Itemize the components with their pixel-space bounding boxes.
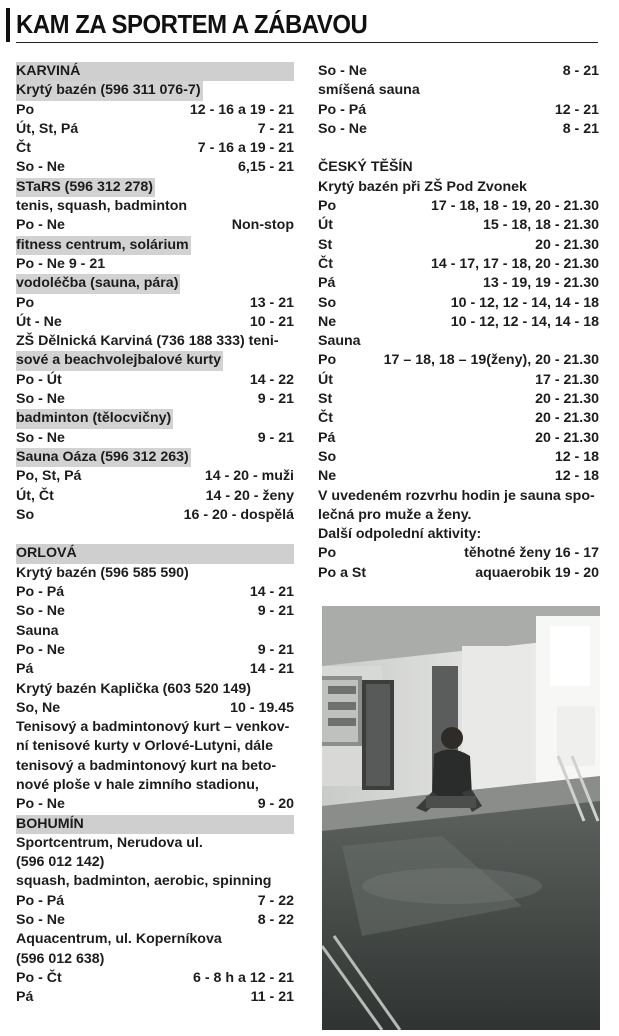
line-text: Krytý bazén (596 585 590) [16, 564, 189, 581]
schedule-day: So - Ne [318, 120, 367, 137]
schedule-time: 17 - 21.30 [535, 371, 599, 388]
schedule-row [318, 62, 599, 81]
line-text: (596 012 142) [16, 854, 105, 871]
schedule-row [16, 660, 294, 679]
schedule-time: 8 - 21 [562, 120, 599, 137]
schedule-day: Po - Pá [16, 892, 65, 909]
schedule-time: 7 - 21 [257, 120, 294, 137]
text-line [16, 332, 294, 351]
schedule-day: Pá [16, 661, 34, 678]
indoor-pool-image [322, 606, 600, 1030]
headline-bar [6, 8, 10, 42]
line-text: Krytý bazén (596 311 076-7) [16, 81, 203, 100]
text-line [318, 525, 599, 544]
schedule-day: Po, St, Pá [16, 468, 82, 485]
schedule-day: Po - Pá [318, 101, 367, 118]
schedule-time: 17 - 18, 18 - 19, 20 - 21.30 [431, 198, 599, 215]
schedule-row [318, 544, 599, 563]
schedule-day: Po [318, 545, 337, 562]
line-text: Aquacentrum, ul. Koperníkova [16, 931, 222, 948]
venue-heading [16, 274, 294, 293]
line-text: vodoléčba (sauna, pára) [16, 274, 180, 293]
line-text: Po - Ne 9 - 21 [16, 255, 106, 272]
venue-heading [16, 81, 294, 100]
spacer [318, 139, 599, 158]
schedule-time: Non-stop [231, 217, 294, 234]
schedule-day: Po a St [318, 564, 367, 581]
line-text: Sauna Oáza (596 312 263) [16, 448, 191, 467]
schedule-day: Po - Pá [16, 584, 65, 601]
schedule-row [16, 892, 294, 911]
schedule-day: Čt [318, 255, 333, 272]
schedule-row [318, 409, 599, 428]
line-text: fitness centrum, solárium [16, 236, 191, 255]
schedule-time: 6 - 8 h a 12 - 21 [193, 969, 294, 986]
schedule-day: Pá [318, 275, 336, 292]
schedule-time: 12 - 21 [554, 101, 599, 118]
schedule-time: 14 - 17, 17 - 18, 20 - 21.30 [431, 255, 599, 272]
section-heading [16, 815, 294, 834]
text-line [16, 776, 294, 795]
schedule-time: 14 - 22 [249, 371, 294, 388]
schedule-row [16, 487, 294, 506]
schedule-day: Po [318, 198, 337, 215]
schedule-row [318, 390, 599, 409]
schedule-day: Po [16, 294, 35, 311]
line-text: smíšená sauna [318, 82, 420, 99]
schedule-day: St [318, 236, 333, 253]
schedule-row [318, 101, 599, 120]
line-text: tenis, squash, badminton [16, 198, 188, 215]
schedule-day: Po - Čt [16, 969, 62, 986]
schedule-time: 11 - 21 [250, 989, 294, 1006]
schedule-day: Po - Út [16, 371, 62, 388]
venue-heading [16, 178, 294, 197]
schedule-day: Ne [318, 313, 337, 330]
text-line [318, 506, 599, 525]
line-text: (596 012 638) [16, 950, 105, 967]
schedule-row [318, 236, 599, 255]
line-text: nové ploše v hale zimního stadionu, [16, 776, 259, 793]
line-text: Sauna [16, 622, 59, 639]
schedule-row [16, 313, 294, 332]
schedule-time: 12 - 16 a 19 - 21 [189, 101, 294, 118]
text-line [16, 950, 294, 969]
schedule-row [318, 371, 599, 390]
headline-rule [16, 42, 598, 43]
schedule-day: So, Ne [16, 699, 61, 716]
line-text: KARVINÁ [16, 62, 294, 81]
schedule-time: 14 - 20 - ženy [205, 487, 294, 504]
schedule-time: 14 - 21 [249, 584, 294, 601]
line-text: Tenisový a badmintonový kurt – venkov- [16, 719, 290, 736]
text-line [318, 332, 599, 351]
schedule-row [318, 274, 599, 293]
schedule-day: Po - Ne [16, 641, 65, 658]
schedule-time: aquaerobik 19 - 20 [475, 564, 599, 581]
text-line [318, 81, 599, 100]
text-line [16, 834, 294, 853]
schedule-row [318, 197, 599, 216]
schedule-row [16, 911, 294, 930]
right-column [318, 62, 599, 583]
schedule-row [16, 158, 294, 177]
schedule-time: 10 - 19.45 [230, 699, 294, 716]
pool-photo [322, 606, 600, 1030]
line-text: ní tenisové kurty v Orlové-Lutyni, dále [16, 738, 274, 755]
schedule-row [16, 101, 294, 120]
schedule-row [318, 255, 599, 274]
schedule-row [16, 506, 294, 525]
line-text: tenisový a badmintonový kurt na beto- [16, 757, 277, 774]
schedule-day: So - Ne [16, 159, 65, 176]
text-line [16, 737, 294, 756]
schedule-time: 20 - 21.30 [535, 410, 599, 427]
schedule-day: So [318, 448, 337, 465]
line-text: Krytý bazén Kaplička (603 520 149) [16, 680, 252, 697]
schedule-day: Po [16, 101, 35, 118]
text-line [318, 178, 599, 197]
schedule-day: So - Ne [16, 429, 65, 446]
schedule-time: 10 - 21 [249, 313, 294, 330]
line-text: STaRS (596 312 278) [16, 178, 155, 197]
schedule-time: 6,15 - 21 [237, 159, 294, 176]
schedule-time: 17 – 18, 18 – 19(ženy), 20 - 21.30 [383, 352, 599, 369]
schedule-row [318, 429, 599, 448]
schedule-day: So [16, 506, 35, 523]
schedule-day: Ne [318, 468, 337, 485]
line-text: squash, badminton, aerobic, spinning [16, 873, 272, 890]
schedule-time: těhotné ženy 16 - 17 [464, 545, 599, 562]
schedule-day: St [318, 391, 333, 408]
schedule-time: 12 - 18 [554, 468, 599, 485]
schedule-day: Pá [318, 429, 336, 446]
line-text: Sportcentrum, Nerudova ul. [16, 834, 203, 851]
schedule-time: 7 - 16 a 19 - 21 [197, 140, 294, 157]
text-line [16, 853, 294, 872]
line-text: Sauna [318, 333, 361, 350]
schedule-row [16, 699, 294, 718]
schedule-time: 14 - 21 [249, 661, 294, 678]
line-text: sové a beachvolejbalové kurty [16, 351, 223, 370]
schedule-day: Čt [16, 140, 31, 157]
schedule-day: Út [318, 217, 333, 234]
schedule-row [318, 120, 599, 139]
schedule-row [16, 390, 294, 409]
schedule-row [16, 641, 294, 660]
schedule-day: Út - Ne [16, 313, 62, 330]
venue-heading [16, 236, 294, 255]
schedule-day: Čt [318, 410, 333, 427]
schedule-row [318, 467, 599, 486]
schedule-time: 10 - 12, 12 - 14, 14 - 18 [450, 313, 599, 330]
line-text: V uvedeném rozvrhu hodin je sauna spo- [318, 487, 595, 504]
schedule-row [16, 583, 294, 602]
schedule-time: 13 - 19, 19 - 21.30 [483, 275, 599, 292]
schedule-day: So - Ne [16, 391, 65, 408]
schedule-time: 20 - 21.30 [535, 429, 599, 446]
schedule-day: So - Ne [16, 912, 65, 929]
text-line [16, 197, 294, 216]
text-line [16, 757, 294, 776]
schedule-time: 8 - 22 [257, 912, 294, 929]
schedule-row [318, 351, 599, 370]
schedule-day: Po [318, 352, 337, 369]
schedule-day: Po - Ne [16, 217, 65, 234]
schedule-day: Út [318, 371, 333, 388]
text-line [16, 718, 294, 737]
schedule-time: 9 - 21 [257, 429, 294, 446]
schedule-time: 9 - 21 [257, 391, 294, 408]
page-headline: KAM ZA SPORTEM A ZÁBAVOU [16, 9, 368, 39]
schedule-day: So [318, 294, 337, 311]
schedule-row [16, 795, 294, 814]
schedule-row [318, 216, 599, 235]
schedule-row [318, 564, 599, 583]
text-line [16, 564, 294, 583]
schedule-row [318, 448, 599, 467]
line-text: lečná pro muže a ženy. [318, 506, 472, 523]
schedule-day: Pá [16, 989, 34, 1006]
schedule-time: 20 - 21.30 [535, 391, 599, 408]
line-text: ORLOVÁ [16, 544, 294, 563]
schedule-row [16, 988, 294, 1007]
schedule-time: 20 - 21.30 [535, 236, 599, 253]
text-line [16, 255, 294, 274]
schedule-day: Út, St, Pá [16, 120, 79, 137]
venue-heading [16, 351, 294, 370]
schedule-day: Út, Čt [16, 487, 54, 504]
line-text: badminton (tělocvičny) [16, 409, 173, 428]
schedule-row [16, 294, 294, 313]
schedule-row [16, 429, 294, 448]
text-line [16, 622, 294, 641]
schedule-time: 14 - 20 - muži [204, 468, 294, 485]
schedule-time: 16 - 20 - dospělá [183, 506, 294, 523]
schedule-row [318, 294, 599, 313]
text-line [16, 872, 294, 891]
line-text: BOHUMÍN [16, 815, 294, 834]
schedule-time: 13 - 21 [249, 294, 294, 311]
line-text: Další odpolední aktivity: [318, 526, 482, 543]
schedule-row [318, 313, 599, 332]
schedule-day: So - Ne [16, 603, 65, 620]
schedule-row [16, 602, 294, 621]
text-line [318, 487, 599, 506]
schedule-row [16, 216, 294, 235]
schedule-row [16, 467, 294, 486]
text-line [318, 158, 599, 177]
left-column [16, 62, 294, 1008]
schedule-day: So - Ne [318, 63, 367, 79]
schedule-time: 9 - 20 [257, 796, 294, 813]
section-heading [16, 544, 294, 563]
schedule-time: 10 - 12, 12 - 14, 14 - 18 [450, 294, 599, 311]
line-text: ČESKÝ TĚŠÍN [318, 159, 413, 176]
schedule-time: 9 - 21 [257, 641, 294, 658]
spacer [16, 525, 294, 544]
schedule-row [16, 139, 294, 158]
section-heading [16, 62, 294, 81]
venue-heading [16, 448, 294, 467]
schedule-time: 9 - 21 [257, 603, 294, 620]
schedule-row [16, 120, 294, 139]
schedule-time: 8 - 21 [562, 63, 599, 79]
schedule-row [16, 371, 294, 390]
schedule-time: 12 - 18 [554, 448, 599, 465]
venue-heading [16, 409, 294, 428]
text-line [16, 680, 294, 699]
line-text: ZŠ Dělnická Karviná (736 188 333) teni- [16, 333, 279, 350]
schedule-row [16, 969, 294, 988]
line-text: Krytý bazén při ZŠ Pod Zvonek [318, 178, 527, 195]
schedule-time: 15 - 18, 18 - 21.30 [483, 217, 599, 234]
text-line [16, 930, 294, 949]
schedule-time: 7 - 22 [257, 892, 294, 909]
schedule-day: Po - Ne [16, 796, 65, 813]
